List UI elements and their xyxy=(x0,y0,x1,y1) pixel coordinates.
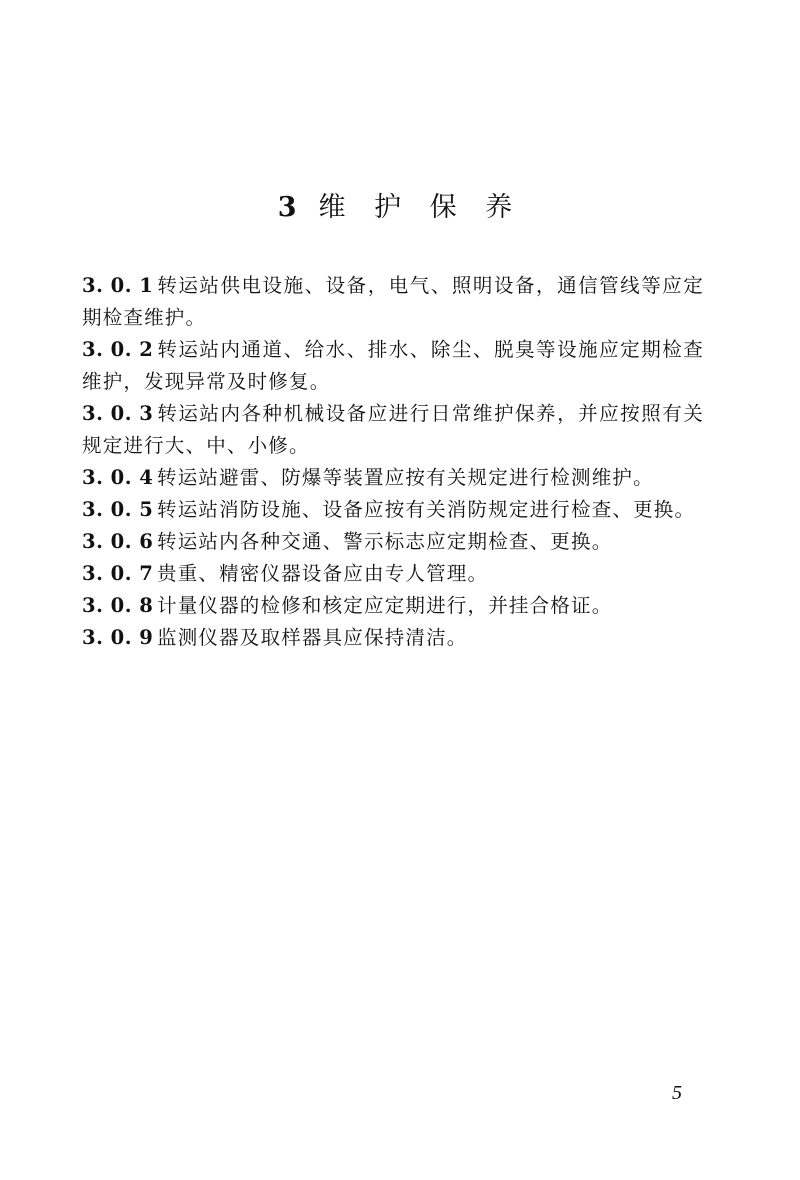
clause-3-0-3 xyxy=(82,398,704,462)
clause-number: 3. 0. 1 xyxy=(82,274,154,297)
clause-number: 3. 0. 9 xyxy=(82,626,154,649)
clause-text: 转运站内通道、给水、排水、除尘、脱臭等设施应定期检查维护，发现异常及时修复。 xyxy=(82,338,704,393)
clause-3-0-2 xyxy=(82,334,704,398)
chapter-title-text: 维 护 保 养 xyxy=(318,192,523,223)
clause-text: 转运站内各种交通、警示标志应定期检查、更换。 xyxy=(157,530,613,553)
clause-number: 3. 0. 5 xyxy=(82,498,154,521)
clause-list xyxy=(82,270,704,654)
clause-3-0-1 xyxy=(82,270,704,334)
clause-number: 3. 0. 6 xyxy=(82,530,154,553)
clause-3-0-5 xyxy=(82,494,704,526)
clause-3-0-4 xyxy=(82,462,704,494)
clause-3-0-7 xyxy=(82,558,704,590)
clause-3-0-9 xyxy=(82,622,704,654)
clause-text: 转运站避雷、防爆等装置应按有关规定进行检测维护。 xyxy=(157,466,654,489)
chapter-title xyxy=(0,190,800,226)
clause-text: 贵重、精密仪器设备应由专人管理。 xyxy=(157,562,489,585)
clause-text: 监测仪器及取样器具应保持清洁。 xyxy=(157,626,468,649)
chapter-number: 3 xyxy=(277,192,297,223)
clause-number: 3. 0. 3 xyxy=(82,402,154,425)
clause-number: 3. 0. 8 xyxy=(82,594,154,617)
clause-number: 3. 0. 7 xyxy=(82,562,154,585)
page-number: 5 xyxy=(672,1082,682,1104)
clause-text: 转运站内各种机械设备应进行日常维护保养，并应按照有关规定进行大、中、小修。 xyxy=(82,402,704,457)
clause-number: 3. 0. 4 xyxy=(82,466,154,489)
clause-number: 3. 0. 2 xyxy=(82,338,154,361)
clause-3-0-8 xyxy=(82,590,704,622)
clause-text: 转运站消防设施、设备应按有关消防规定进行检查、更换。 xyxy=(157,498,696,521)
clause-3-0-6 xyxy=(82,526,704,558)
clause-text: 计量仪器的检修和核定应定期进行，并挂合格证。 xyxy=(157,594,613,617)
clause-text: 转运站供电设施、设备，电气、照明设备，通信管线等应定期检查维护。 xyxy=(82,274,704,329)
